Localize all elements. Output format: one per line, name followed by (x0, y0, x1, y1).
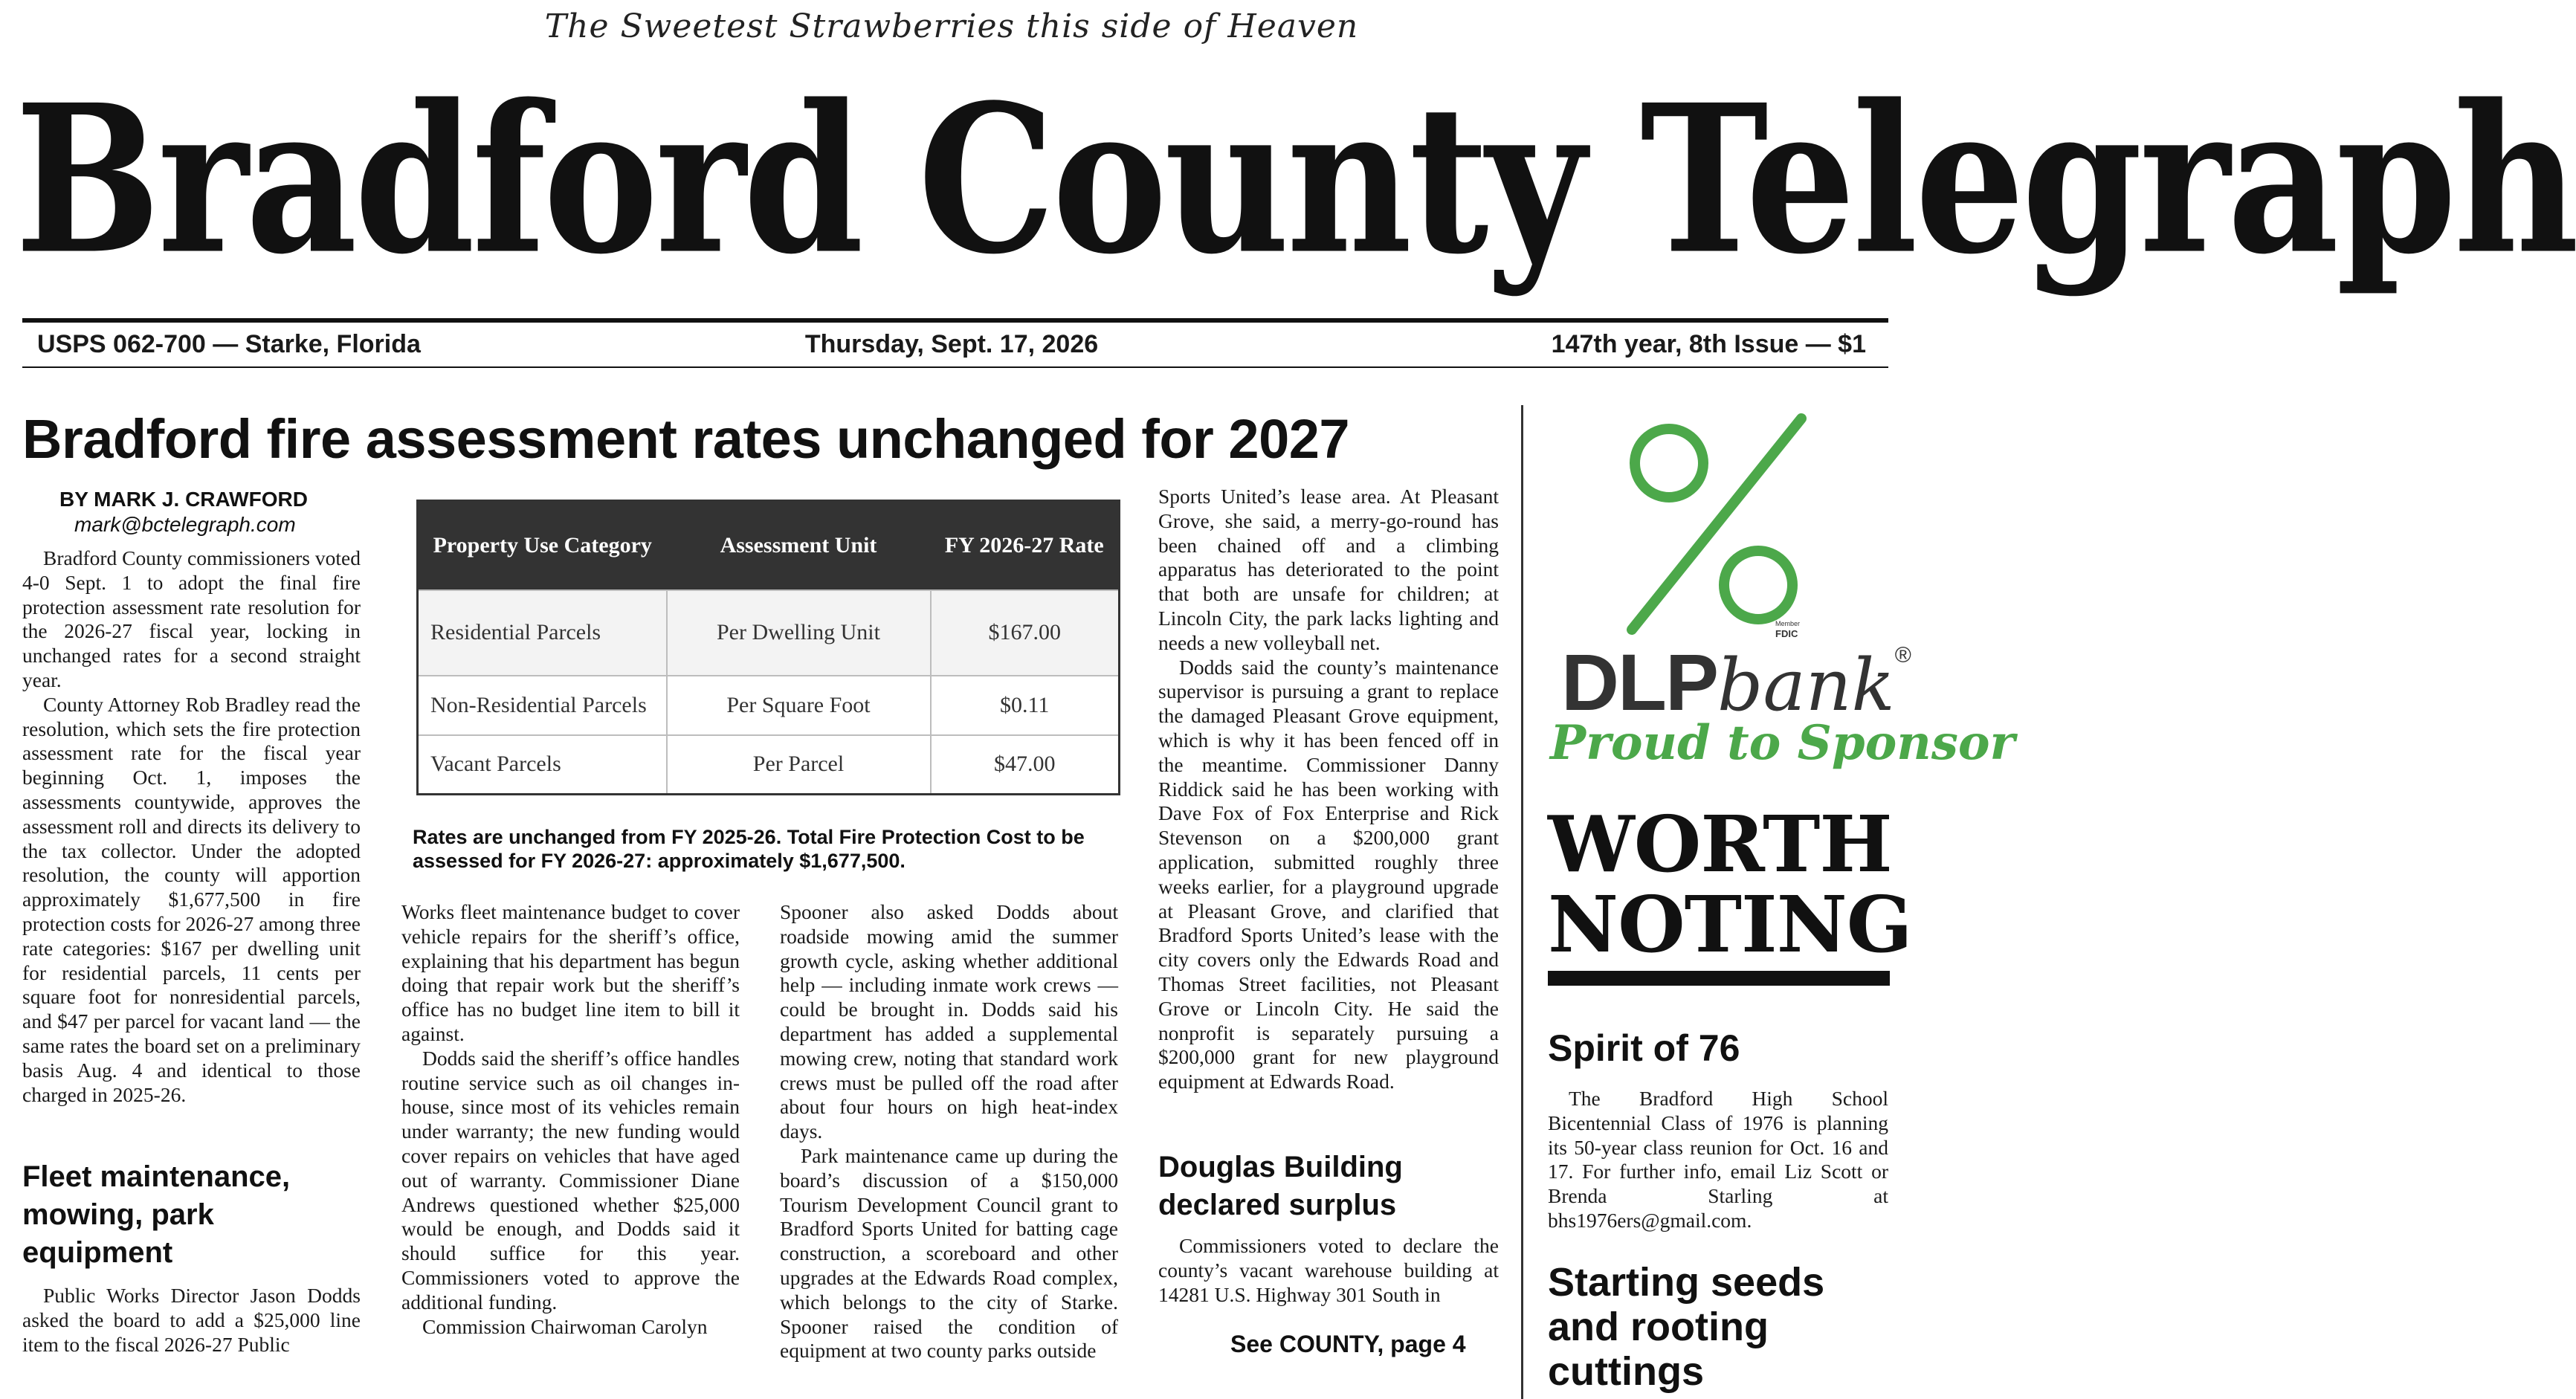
subhead-fleet-maintenance: Fleet maintenance, mowing, park equipment (22, 1160, 291, 1269)
bank-logo-bank: bank (1717, 644, 1895, 727)
fdic-member-label: Member (1775, 620, 1801, 627)
lead-story-column-2 (401, 900, 740, 1339)
brief-title-starting-seeds[interactable]: Starting seeds and rooting cuttings (1548, 1260, 1825, 1394)
masthead-usps-location: USPS 062-700 — Starke, Florida (37, 330, 421, 358)
table-cell: Per Dwelling Unit (667, 590, 931, 676)
table-header-row (418, 501, 1120, 590)
masthead-issue-price: 147th year, 8th Issue — $1 (1551, 330, 1866, 358)
masthead-tagline: The Sweetest Strawberries this side of Heaven (544, 7, 1359, 45)
table-cell: $47.00 (931, 735, 1120, 795)
second-story-headline[interactable]: Douglas Building declared surplus (1158, 1151, 1403, 1221)
paragraph: Spooner also asked Dodds about roadside mowing amid the summer growth cycle, asking whether additional help — including inmate work crews — could be brought in. Dodds said his department has added a supplemental mowing crew, noting that standard work crews must be pulled off the road after about four hours on high heat-index days. (780, 900, 1118, 1143)
fire-assessment-rates-table (416, 500, 1120, 795)
lead-story-column-4 (1158, 485, 1499, 1094)
brief-title-spirit-of-76[interactable]: Spirit of 76 (1548, 1027, 1740, 1069)
jump-link[interactable]: See COUNTY, page 4 (1230, 1331, 1466, 1357)
worth-noting-rule (1548, 971, 1890, 986)
column-divider (1521, 405, 1523, 1399)
table-header-cell: FY 2026-27 Rate (931, 501, 1120, 590)
paragraph: Commission Chairwoman Carolyn (422, 1314, 708, 1338)
percent-icon (1617, 413, 1810, 636)
newspaper-nameplate: Bradford County Telegraph (15, 59, 2576, 300)
table-row (418, 676, 1120, 735)
table-cell: $0.11 (931, 676, 1120, 735)
registered-mark: ® (1894, 643, 1911, 668)
paragraph: Public Works Director Jason Dodds asked the board to add a $25,000 line item to the fiscal 2026-27 Public (22, 1284, 361, 1356)
byline-email-link[interactable]: mark@bctelegraph.com (74, 513, 296, 536)
table-cell: Residential Parcels (418, 590, 667, 676)
paragraph: Commissioners voted to declare the county’s vacant warehouse building at 14281 U.S. Highway 301 South in (1158, 1234, 1499, 1306)
sponsor-tagline: Proud to Sponsor (1550, 715, 2015, 771)
paragraph: Park maintenance came up during the board’s discussion of a $150,000 Tourism Development Council grant to Bradford Sports United for batting cage construction, a scoreboard and other upgrades at the Edwards Road complex, which belongs to the city of Starke. Spooner raised the condition of equipment at two county parks outside (780, 1143, 1118, 1363)
table-caption: Rates are unchanged from FY 2025-26. Total Fire Protection Cost to be assessed for FY 2026-27: approximately $1,677,500. (413, 826, 1085, 872)
paragraph: Sports United’s lease area. At Pleasant Grove, she said, a merry-go-round has been chained off and a climbing apparatus has deteriorated to the point that both are unsafe for children; at Lincoln City, the park lacks lighting and needs a new volleyball net. (1158, 485, 1499, 654)
table-header-cell: Property Use Category (418, 501, 667, 590)
masthead-date: Thursday, Sept. 17, 2026 (804, 330, 1099, 358)
paragraph: Bradford County commissioners voted 4-0 Sept. 1 to adopt the final fire protection assessment rate resolution for the 2026-27 fiscal year, locking in unchanged rates for a second straight year. (22, 546, 361, 691)
table-row (418, 590, 1120, 676)
lead-story-column-1-continued (22, 1284, 361, 1357)
paragraph: Works fleet maintenance budget to cover vehicle repairs for the sheriff’s office, explaining that his department has begun doing that repair work but the sheriff’s office has no budget line item to bill it against. (401, 900, 740, 1045)
masthead-rule-bottom (22, 366, 1888, 368)
masthead-rule-top (22, 318, 1888, 323)
table-row (418, 735, 1120, 795)
paragraph: The Bradford High School Bicentennial Class of 1976 is planning its 50-year class reunion for Oct. 16 and 17. For further info, email Liz Scott or Brenda Starling at bhs1976ers@gmail.com. (1548, 1087, 1888, 1232)
table-cell: $167.00 (931, 590, 1120, 676)
byline: BY MARK J. CRAWFORD (59, 488, 308, 511)
table-cell: Vacant Parcels (418, 735, 667, 795)
paragraph: Dodds said the county’s maintenance supervisor is pursuing a grant to replace the damaged Pleasant Grove equipment, which is why it has been fenced off in the meantime. Commissioner Danny Riddick said he has been working with Dave Fox of Fox Enterprise and Rick Stevenson on a $200,000 grant application, submitted roughly three weeks earlier, for a playground upgrade at Pleasant Grove, and clarified that Bradford Sports United’s lease with the city covers only the Edwards Road and Thomas Street facilities, not Pleasant Grove or Lincoln City. He said the nonprofit is separately pursuing a $200,000 grant for new playground equipment at Edwards Road. (1158, 655, 1499, 1093)
lead-headline[interactable]: Bradford fire assessment rates unchanged for 2027 (22, 408, 1350, 470)
fdic-label: FDIC (1775, 628, 1798, 639)
brief-body-spirit-of-76 (1548, 1087, 1888, 1233)
bank-logo-dlp: DLP (1561, 637, 1717, 727)
second-story-body (1158, 1234, 1499, 1307)
lead-story-column-3 (780, 900, 1118, 1363)
paragraph: County Attorney Rob Bradley read the resolution, which sets the fire protection assessment rate for the fiscal year beginning Oct. 1, imposes the assessments countywide, approves the assessment roll and directs its delivery to the tax collector. Under the adopted resolution, the county will apportion approximately $1,677,500 in fire protection costs for 2026-27 among three rate categories: $167 per dwelling unit for residential parcels, 11 cents per square foot for nonresidential parcels, and $47 per parcel for vacant land — the same rates the board set on a preliminary basis Aug. 4 and identical to those charged in 2025-26. (22, 692, 361, 1106)
lead-story-column-1 (22, 546, 361, 1107)
worth-noting-title: WORTH NOTING (1548, 798, 1912, 970)
table-cell: Per Square Foot (667, 676, 931, 735)
table-cell: Per Parcel (667, 735, 931, 795)
table-cell: Non-Residential Parcels (418, 676, 667, 735)
paragraph: Dodds said the sheriff’s office handles routine service such as oil changes in-house, since most of its vehicles remain under warranty; the new funding would cover repairs on vehicles that have aged out of warranty. Commissioner Diane Andrews questioned whether $25,000 would be enough, and Dodds said it should suffice for this year. Commissioners voted to approve the additional funding. (401, 1046, 740, 1314)
table-header-cell: Assessment Unit (667, 501, 931, 590)
